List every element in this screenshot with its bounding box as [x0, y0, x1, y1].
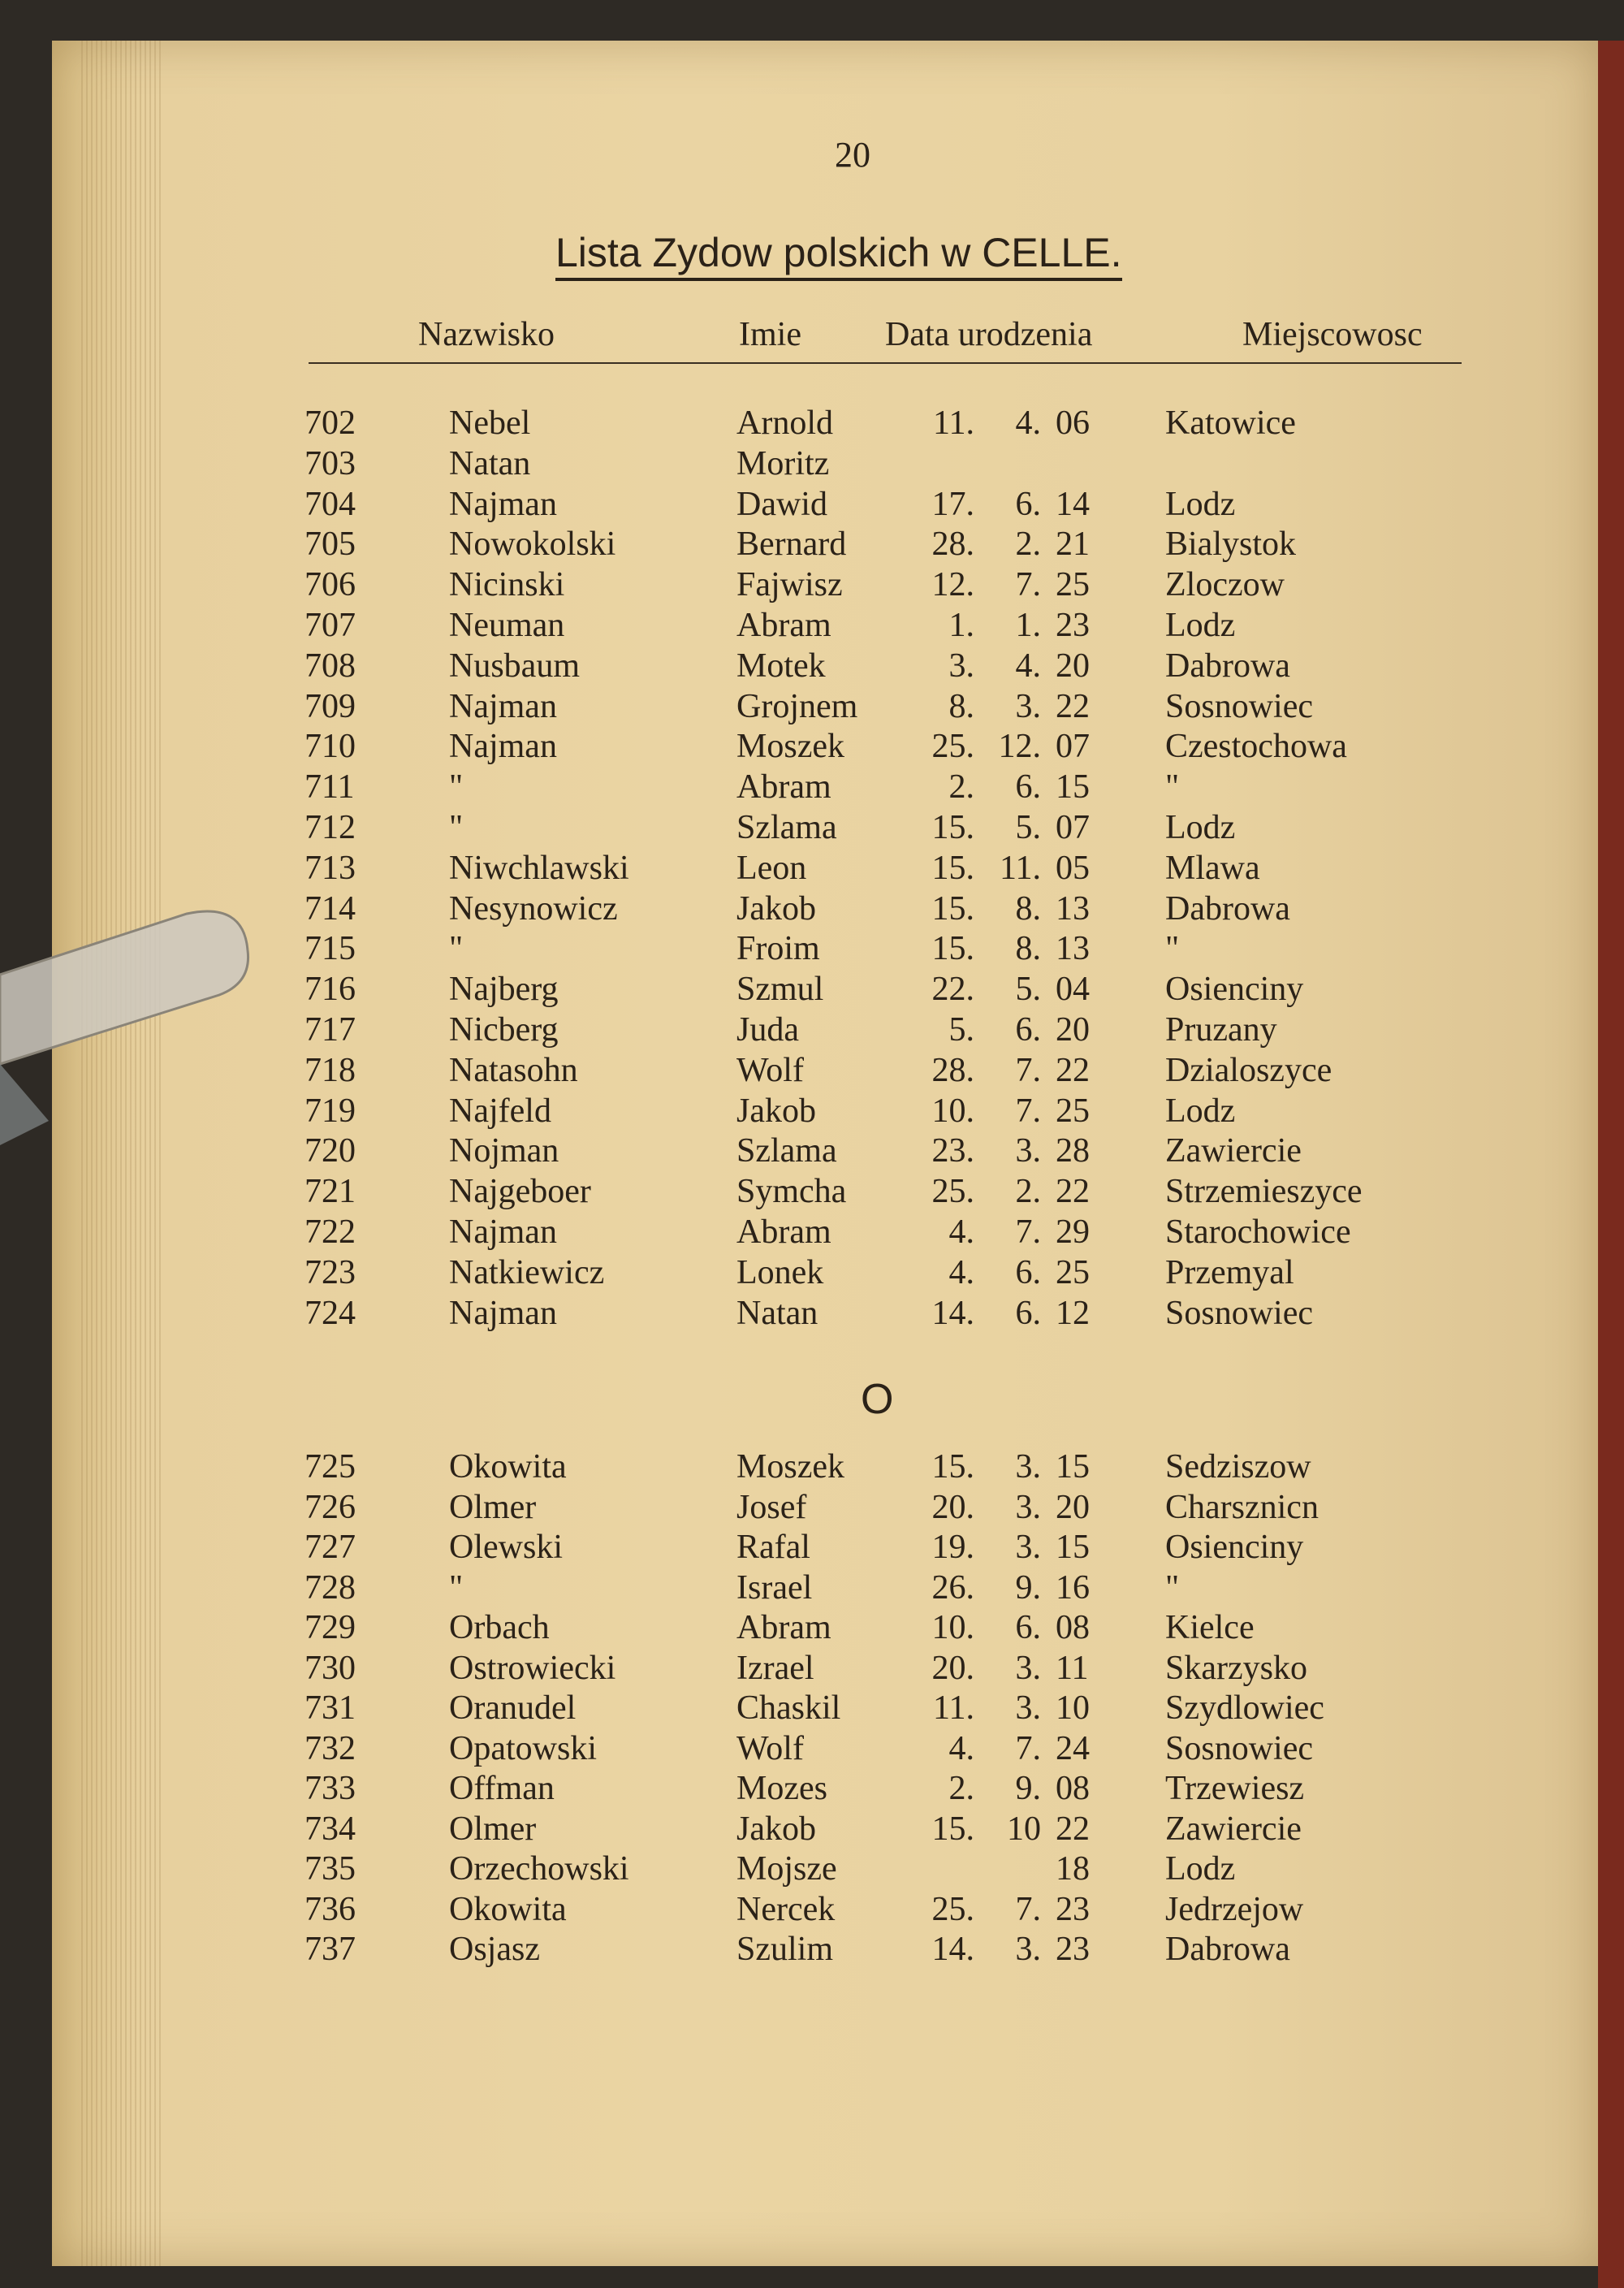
place-cell: Zawiercie [1165, 1810, 1302, 1848]
entry-number: 716 [304, 971, 356, 1009]
given-name-cell: Nercek [736, 1890, 836, 1928]
birth-day-cell: 10. [931, 1609, 974, 1646]
table-row [0, 647, 1624, 687]
given-name-cell: Arnold [736, 404, 833, 442]
entry-number: 726 [304, 1488, 356, 1526]
surname-cell: Oranudel [449, 1689, 577, 1727]
given-name-cell: Abram [736, 607, 831, 644]
entry-number: 717 [304, 1011, 356, 1049]
birth-day-cell: 14. [931, 1931, 974, 1968]
given-name-cell: Abram [736, 768, 831, 807]
header-surname: Nazwisko [418, 316, 555, 353]
entry-number: 721 [304, 1173, 356, 1211]
list-title: Lista Zydow polskich w CELLE. [555, 229, 1122, 281]
surname-cell: " [449, 1568, 464, 1607]
surname-cell: Najman [449, 1294, 557, 1332]
birth-month-cell: 12. [998, 728, 1041, 766]
place-cell: Dzialoszyce [1165, 1051, 1332, 1089]
birth-day-cell: 17. [931, 485, 974, 523]
place-cell: Jedrzejow [1165, 1890, 1304, 1928]
surname-cell: Natkiewicz [449, 1253, 605, 1291]
birth-year-cell: 05 [1056, 849, 1090, 887]
surname-cell: Najberg [449, 971, 559, 1009]
place-cell: Zawiercie [1165, 1132, 1302, 1170]
given-name-cell: Wolf [736, 1051, 804, 1089]
entry-number: 704 [304, 485, 356, 523]
surname-cell: Najgeboer [449, 1173, 591, 1211]
entry-number: 725 [304, 1448, 356, 1486]
birth-day-cell: 1. [948, 607, 974, 644]
birth-month-cell: 3. [1015, 1931, 1041, 1968]
birth-day-cell: 5. [948, 1011, 974, 1049]
surname-cell: Najman [449, 1213, 557, 1251]
header-place: Miejscowosc [1242, 316, 1423, 353]
birth-day-cell: 11. [933, 1689, 974, 1727]
birth-month-cell: 7. [1015, 1890, 1041, 1928]
place-cell: Czestochowa [1165, 728, 1347, 766]
birth-year-cell: 23 [1056, 607, 1090, 644]
birth-day-cell: 15. [931, 1448, 974, 1486]
table-row [0, 485, 1624, 526]
birth-year-cell: 12 [1056, 1294, 1090, 1332]
entry-number: 711 [304, 768, 355, 807]
birth-day-cell: 23. [931, 1132, 974, 1170]
place-cell: Zloczow [1165, 566, 1285, 604]
given-name-cell: Abram [736, 1609, 831, 1646]
birth-year-cell: 24 [1056, 1729, 1090, 1767]
given-name-cell: Symcha [736, 1173, 847, 1211]
place-cell: Strzemieszyce [1165, 1173, 1363, 1211]
entry-number: 736 [304, 1890, 356, 1928]
entry-number: 702 [304, 404, 356, 442]
page-number: 20 [835, 135, 870, 175]
given-name-cell: Mozes [736, 1770, 827, 1807]
surname-cell: Olmer [449, 1488, 537, 1526]
entry-number: 719 [304, 1092, 356, 1130]
place-cell: Sosnowiec [1165, 1294, 1313, 1332]
table-row [0, 1608, 1624, 1649]
place-cell: Dabrowa [1165, 647, 1290, 685]
given-name-cell: Juda [736, 1011, 799, 1049]
given-name-cell: Bernard [736, 526, 847, 564]
entry-number: 734 [304, 1810, 356, 1848]
given-name-cell: Josef [736, 1488, 807, 1526]
given-name-cell: Jakob [736, 1810, 816, 1848]
birth-month-cell: 3. [1015, 1488, 1041, 1526]
surname-cell: Osjasz [449, 1931, 540, 1968]
place-cell: Lodz [1165, 607, 1236, 644]
surname-cell: " [449, 809, 464, 846]
birth-year-cell: 15 [1056, 1529, 1090, 1566]
birth-month-cell: 3. [1015, 1132, 1041, 1170]
surname-cell: Nojman [449, 1132, 559, 1170]
surname-cell: Orzechowski [449, 1850, 629, 1888]
birth-year-cell: 21 [1056, 526, 1090, 564]
birth-year-cell: 28 [1056, 1132, 1090, 1170]
table-row [0, 404, 1624, 444]
birth-year-cell: 16 [1056, 1568, 1090, 1607]
table-row [0, 1131, 1624, 1172]
surname-cell: " [449, 930, 464, 968]
birth-year-cell: 22 [1056, 1173, 1090, 1211]
place-cell: Katowice [1165, 404, 1296, 442]
birth-day-cell: 15. [931, 930, 974, 968]
birth-day-cell: 15. [931, 809, 974, 846]
birth-month-cell: 11. [1000, 849, 1041, 887]
birth-day-cell: 15. [931, 889, 974, 928]
surname-cell: Nusbaum [449, 647, 580, 685]
entry-number: 712 [304, 809, 356, 846]
birth-year-cell: 20 [1056, 1488, 1090, 1526]
table-row [0, 727, 1624, 768]
surname-cell: Ostrowiecki [449, 1649, 616, 1687]
entry-number: 706 [304, 566, 356, 604]
entry-number: 737 [304, 1931, 356, 1968]
entry-number: 722 [304, 1213, 356, 1251]
entry-number: 703 [304, 444, 356, 482]
entry-number: 705 [304, 526, 356, 564]
birth-day-cell: 10. [931, 1092, 974, 1130]
birth-year-cell: 18 [1056, 1850, 1090, 1888]
place-cell: Dabrowa [1165, 1931, 1290, 1968]
place-cell: Dabrowa [1165, 889, 1290, 928]
table-row [0, 687, 1624, 728]
given-name-cell: Szlama [736, 1132, 837, 1170]
given-name-cell: Mojsze [736, 1850, 837, 1888]
birth-year-cell: 23 [1056, 1931, 1090, 1968]
section-letter-heading: O [861, 1376, 894, 1423]
table-row [0, 1253, 1624, 1294]
birth-month-cell: 7. [1015, 1092, 1041, 1130]
birth-year-cell: 08 [1056, 1609, 1090, 1646]
entry-number: 723 [304, 1253, 356, 1291]
table-row [0, 889, 1624, 930]
surname-cell: Nowokolski [449, 526, 616, 564]
table-row [0, 1528, 1624, 1568]
given-name-cell: Leon [736, 849, 807, 887]
table-row [0, 1689, 1624, 1729]
surname-cell: Nebel [449, 404, 531, 442]
table-row [0, 606, 1624, 647]
place-cell: Trzewiesz [1165, 1770, 1305, 1807]
place-cell: Lodz [1165, 1850, 1236, 1888]
surname-cell: " [449, 768, 464, 807]
header-date-of-birth: Data urodzenia [885, 316, 1093, 353]
birth-month-cell: 6. [1015, 768, 1041, 807]
table-row [0, 970, 1624, 1010]
table-row [0, 1729, 1624, 1770]
place-cell: Charsznicn [1165, 1488, 1319, 1526]
given-name-cell: Abram [736, 1213, 831, 1251]
table-row [0, 1213, 1624, 1253]
birth-month-cell: 3. [1015, 1448, 1041, 1486]
table-row [0, 849, 1624, 889]
birth-month-cell: 10 [1007, 1810, 1041, 1848]
birth-day-cell: 11. [933, 404, 974, 442]
place-cell: Skarzysko [1165, 1649, 1307, 1687]
birth-year-cell: 08 [1056, 1770, 1090, 1807]
birth-year-cell: 25 [1056, 1253, 1090, 1291]
given-name-cell: Rafal [736, 1529, 810, 1566]
place-cell: Lodz [1165, 485, 1236, 523]
given-name-cell: Motek [736, 647, 826, 685]
table-row [0, 768, 1624, 808]
given-name-cell: Chaskil [736, 1689, 841, 1727]
birth-year-cell: 13 [1056, 889, 1090, 928]
table-row [0, 1769, 1624, 1810]
birth-month-cell: 4. [1015, 647, 1041, 685]
birth-year-cell: 22 [1056, 1810, 1090, 1848]
given-name-cell: Szlama [736, 809, 837, 846]
surname-cell: Nesynowicz [449, 889, 618, 928]
place-cell: Sosnowiec [1165, 1729, 1313, 1767]
birth-day-cell: 25. [931, 728, 974, 766]
birth-day-cell: 25. [931, 1173, 974, 1211]
birth-day-cell: 4. [948, 1213, 974, 1251]
place-cell: Lodz [1165, 1092, 1236, 1130]
place-cell: " [1165, 1568, 1180, 1607]
table-row [0, 1849, 1624, 1890]
birth-month-cell: 9. [1015, 1770, 1041, 1807]
surname-cell: Najman [449, 485, 557, 523]
entry-number: 735 [304, 1850, 356, 1888]
birth-month-cell: 8. [1015, 889, 1041, 928]
birth-month-cell: 3. [1015, 687, 1041, 725]
place-cell: Bialystok [1165, 526, 1297, 564]
surname-cell: Okowita [449, 1448, 567, 1486]
birth-day-cell: 15. [931, 849, 974, 887]
surname-cell: Nicberg [449, 1011, 559, 1049]
surname-cell: Orbach [449, 1609, 550, 1646]
birth-day-cell: 15. [931, 1810, 974, 1848]
given-name-cell: Moszek [736, 1448, 844, 1486]
birth-year-cell: 15 [1056, 1448, 1090, 1486]
birth-day-cell: 3. [948, 647, 974, 685]
place-cell: Sedziszow [1165, 1448, 1311, 1486]
entry-number: 728 [304, 1568, 356, 1607]
given-name-cell: Izrael [736, 1649, 814, 1687]
birth-day-cell: 22. [931, 971, 974, 1009]
birth-day-cell: 26. [931, 1568, 974, 1607]
birth-month-cell: 9. [1015, 1568, 1041, 1607]
entry-number: 727 [304, 1529, 356, 1566]
entry-number: 715 [304, 930, 356, 968]
table-row [0, 1294, 1624, 1334]
birth-day-cell: 28. [931, 526, 974, 564]
table-row [0, 1447, 1624, 1488]
table-row [0, 565, 1624, 606]
birth-month-cell: 8. [1015, 930, 1041, 968]
birth-year-cell: 07 [1056, 728, 1090, 766]
place-cell: Mlawa [1165, 849, 1260, 887]
table-row [0, 1649, 1624, 1689]
given-name-cell: Natan [736, 1294, 818, 1332]
birth-month-cell: 6. [1015, 1011, 1041, 1049]
birth-year-cell: 07 [1056, 809, 1090, 846]
birth-year-cell: 10 [1056, 1689, 1090, 1727]
place-cell: Kielce [1165, 1609, 1255, 1646]
surname-cell: Natan [449, 444, 531, 482]
entry-number: 733 [304, 1770, 356, 1807]
birth-month-cell: 3. [1015, 1649, 1041, 1687]
surname-cell: Najman [449, 728, 557, 766]
given-name-cell: Wolf [736, 1729, 804, 1767]
birth-month-cell: 7. [1015, 566, 1041, 604]
birth-day-cell: 2. [948, 768, 974, 807]
entry-number: 729 [304, 1609, 356, 1646]
table-row [0, 1930, 1624, 1970]
birth-year-cell: 15 [1056, 768, 1090, 807]
birth-year-cell: 22 [1056, 1051, 1090, 1089]
entry-number: 724 [304, 1294, 356, 1332]
given-name-cell: Jakob [736, 889, 816, 928]
given-name-cell: Israel [736, 1568, 813, 1607]
given-name-cell: Jakob [736, 1092, 816, 1130]
table-row [0, 808, 1624, 849]
surname-cell: Najfeld [449, 1092, 551, 1130]
surname-cell: Okowita [449, 1890, 567, 1928]
birth-month-cell: 6. [1015, 1253, 1041, 1291]
birth-day-cell: 8. [948, 687, 974, 725]
given-name-cell: Dawid [736, 485, 827, 523]
table-row [0, 1172, 1624, 1213]
place-cell: Lodz [1165, 809, 1236, 846]
surname-cell: Opatowski [449, 1729, 597, 1767]
table-row [0, 444, 1624, 485]
given-name-cell: Moszek [736, 728, 844, 766]
birth-year-cell: 22 [1056, 687, 1090, 725]
place-cell: Osienciny [1165, 971, 1304, 1009]
birth-month-cell: 3. [1015, 1529, 1041, 1566]
birth-month-cell: 1. [1015, 607, 1041, 644]
place-cell: Osienciny [1165, 1529, 1304, 1566]
table-row [0, 929, 1624, 970]
birth-year-cell: 29 [1056, 1213, 1090, 1251]
table-row [0, 1568, 1624, 1609]
birth-day-cell: 2. [948, 1770, 974, 1807]
entry-number: 713 [304, 849, 356, 887]
birth-year-cell: 25 [1056, 1092, 1090, 1130]
birth-month-cell: 6. [1015, 1294, 1041, 1332]
surname-cell: Nicinski [449, 566, 565, 604]
surname-cell: Neuman [449, 607, 565, 644]
birth-month-cell: 2. [1015, 526, 1041, 564]
birth-month-cell: 6. [1015, 485, 1041, 523]
birth-day-cell: 4. [948, 1729, 974, 1767]
birth-month-cell: 4. [1015, 404, 1041, 442]
birth-day-cell: 19. [931, 1529, 974, 1566]
header-given-name: Imie [739, 316, 801, 353]
surname-cell: Olmer [449, 1810, 537, 1848]
birth-month-cell: 7. [1015, 1051, 1041, 1089]
birth-month-cell: 5. [1015, 971, 1041, 1009]
place-cell: " [1165, 930, 1180, 968]
given-name-cell: Fajwisz [736, 566, 843, 604]
place-cell: " [1165, 768, 1180, 807]
entry-number: 710 [304, 728, 356, 766]
birth-day-cell: 20. [931, 1649, 974, 1687]
given-name-cell: Szulim [736, 1931, 834, 1968]
place-cell: Pruzany [1165, 1011, 1277, 1049]
birth-day-cell: 12. [931, 566, 974, 604]
birth-year-cell: 23 [1056, 1890, 1090, 1928]
entry-number: 732 [304, 1729, 356, 1767]
entry-number: 707 [304, 607, 356, 644]
entry-number: 720 [304, 1132, 356, 1170]
birth-year-cell: 04 [1056, 971, 1090, 1009]
table-row [0, 1890, 1624, 1931]
birth-year-cell: 20 [1056, 1011, 1090, 1049]
surname-cell: Niwchlawski [449, 849, 629, 887]
place-cell: Sosnowiec [1165, 687, 1313, 725]
birth-day-cell: 25. [931, 1890, 974, 1928]
entry-number: 708 [304, 647, 356, 685]
given-name-cell: Moritz [736, 444, 830, 482]
table-row [0, 1488, 1624, 1529]
birth-day-cell: 14. [931, 1294, 974, 1332]
birth-month-cell: 2. [1015, 1173, 1041, 1211]
birth-month-cell: 6. [1015, 1609, 1041, 1646]
table-row [0, 525, 1624, 565]
given-name-cell: Szmul [736, 971, 824, 1009]
birth-month-cell: 3. [1015, 1689, 1041, 1727]
birth-year-cell: 14 [1056, 485, 1090, 523]
surname-cell: Olewski [449, 1529, 563, 1566]
birth-month-cell: 7. [1015, 1729, 1041, 1767]
table-row [0, 1810, 1624, 1850]
entry-number: 730 [304, 1649, 356, 1687]
table-row [0, 1051, 1624, 1092]
place-cell: Starochowice [1165, 1213, 1351, 1251]
birth-year-cell: 13 [1056, 930, 1090, 968]
given-name-cell: Lonek [736, 1253, 824, 1291]
entry-number: 714 [304, 889, 356, 928]
surname-cell: Najman [449, 687, 557, 725]
birth-year-cell: 06 [1056, 404, 1090, 442]
birth-day-cell: 28. [931, 1051, 974, 1089]
header-divider [309, 362, 1462, 364]
birth-day-cell: 20. [931, 1488, 974, 1526]
entry-number: 731 [304, 1689, 356, 1727]
birth-year-cell: 20 [1056, 647, 1090, 685]
birth-year-cell: 25 [1056, 566, 1090, 604]
given-name-cell: Froim [736, 930, 820, 968]
entry-number: 718 [304, 1051, 356, 1089]
surname-cell: Offman [449, 1770, 555, 1807]
given-name-cell: Grojnem [736, 687, 858, 725]
birth-month-cell: 5. [1015, 809, 1041, 846]
table-row [0, 1010, 1624, 1051]
entry-number: 709 [304, 687, 356, 725]
birth-month-cell: 7. [1015, 1213, 1041, 1251]
birth-year-cell: 11 [1056, 1649, 1089, 1687]
table-row [0, 1092, 1624, 1132]
place-cell: Szydlowiec [1165, 1689, 1324, 1727]
surname-cell: Natasohn [449, 1051, 578, 1089]
place-cell: Przemyal [1165, 1253, 1294, 1291]
birth-day-cell: 4. [948, 1253, 974, 1291]
